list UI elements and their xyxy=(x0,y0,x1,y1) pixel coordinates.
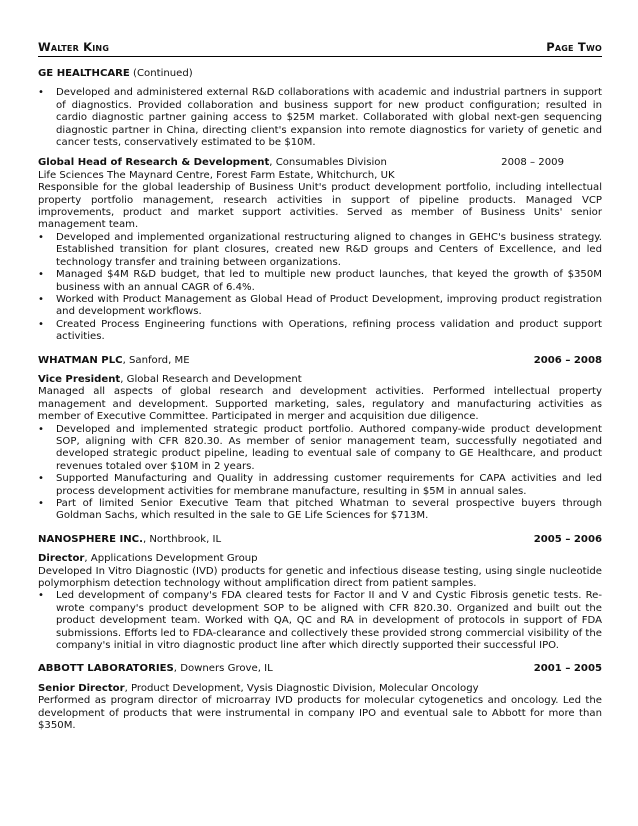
page-label: Page Two xyxy=(546,40,602,54)
company-line-whatman xyxy=(38,355,602,367)
role-title: Senior Director xyxy=(38,682,125,694)
company-name: ABBOTT LABORATORIES xyxy=(38,663,174,675)
role-line xyxy=(38,683,602,695)
role-summary: Managed all aspects of global research and development activities. Performed intellectual property management and development. Supported marketing, sales, regulatory and manufacturing activities as member of Executive Committee. Participated in merger and acquisition due diligence. xyxy=(38,386,602,423)
company-date: 2001 – 2005 xyxy=(533,663,602,675)
company-line-ge xyxy=(38,68,602,80)
bullet-list xyxy=(38,232,602,344)
role-title: Vice President xyxy=(38,373,121,385)
company-date: 2006 – 2008 xyxy=(533,354,602,366)
company-line-nanosphere xyxy=(38,534,602,546)
list-item: • Managed $4M R&D budget, that led to multiple new product launches, that keyed the growth of $350M business with an annual CAGR of 6.4%. xyxy=(38,269,602,293)
company-line-abbott xyxy=(38,663,602,675)
role-summary: Developed In Vitro Diagnostic (IVD) products for genetic and infectious disease testing, using single nucleotide polymorphism detection technology without amplification direct from patient samples. xyxy=(38,565,602,590)
company-name: WHATMAN PLC xyxy=(38,354,123,366)
list-item: • Developed and implemented strategic product portfolio. Authored company-wide product development SOP, aligning with CFR 820.30. As member of senior management team, successfully negotiated and developed strategic product pipeline, leading to eventual sale of company to GE Healthcare, and product revenues totaled over $10M in 2 years. xyxy=(38,423,602,472)
list-item: • Created Process Engineering functions with Operations, refining process validation and product support activities. xyxy=(38,318,602,343)
resume-page xyxy=(38,40,602,733)
list-item: • Part of limited Senior Executive Team that pitched Whatman to several prospective buyers through Goldman Sachs, which resulted in the sale to GE Life Sciences for $713M. xyxy=(38,498,602,522)
list-item: • Supported Manufacturing and Quality in addressing customer requirements for CAPA activities and led process development activities for membrane manufacture, resulting in $5M in annual sales. xyxy=(38,473,602,497)
list-item: • Led development of company's FDA cleared tests for Factor II and V and Cystic Fibrosis genetic tests. Re-wrote company's product development SOP to be aligned with CFR 820.30. Organized and built out the product development team. Worked with QA, QC and RA in development of protocols in support of FDA submissions. Efforts led to FDA-clearance and collectively these provided strong commercial visibility of the company's initial in vitro diagnostic product line after which directly supported their successful IPO. xyxy=(38,590,602,652)
bullet-list xyxy=(38,87,602,149)
role-title: Director xyxy=(38,553,85,565)
bullet-list xyxy=(38,424,602,523)
list-item: • Developed and implemented organizational restructuring aligned to changes in GEHC's business strategy. Established transition for plant closures, created new R&D groups and Centers of Excellence, and led technology transfer and training between organizations. xyxy=(38,231,602,268)
list-item: • Worked with Product Management as Global Head of Product Development, improving product registration and development workflows. xyxy=(38,293,602,318)
role-dept: , Global Research and Development xyxy=(120,373,302,385)
role-location: Life Sciences The Maynard Centre, Forest Farm Estate, Whitchurch, UK xyxy=(38,169,395,181)
role-title: Global Head of Research & Development xyxy=(38,157,270,169)
company-suffix: (Continued) xyxy=(129,68,193,79)
company-suffix: , Northbrook, IL xyxy=(142,533,222,545)
company-suffix: , Sanford, ME xyxy=(122,354,190,366)
page-header xyxy=(38,40,602,57)
role-dept: , Applications Development Group xyxy=(84,553,258,565)
company-name: NANOSPHERE INC. xyxy=(38,533,143,545)
role-dept: , Consumables Division xyxy=(269,157,387,169)
company-date: 2005 – 2006 xyxy=(533,533,602,545)
company-name: GE HEALTHCARE xyxy=(38,68,130,79)
role-summary: Performed as program director of microarray IVD products for molecular cytogenetics and oncology. Led the development of products that were instrumental in company IPO and eventual sale to Abbott for more than $350M. xyxy=(38,695,602,732)
list-item: • Developed and administered external R&D collaborations with academic and industrial partners in support of diagnostics. Provided collaboration and business support for new product configuration; resulted in cardio diagnostic partner gaining access to $25M market. Collaborated with global next-gen sequencing diagnostic partner in China, directing client's expansion into remote diagnostics for variety of genetic and cancer tests, conservatively estimated to be $10M. xyxy=(38,87,602,149)
role-date: 2008 – 2009 xyxy=(501,157,564,169)
role-line xyxy=(38,553,602,565)
bullet-list xyxy=(38,590,602,652)
role-dept: , Product Development, Vysis Diagnostic Division, Molecular Oncology xyxy=(124,682,479,694)
role-line xyxy=(38,374,602,386)
role-summary: Responsible for the global leadership of Business Unit's product development portfolio, including intellectual property portfolio management, research activities in support of pipeline products. Managed VCP improvements, product and market support activities. Served as member of Business Units' senior management team. xyxy=(38,182,602,231)
role-line-ge xyxy=(38,157,602,169)
company-suffix: , Downers Grove, IL xyxy=(173,663,273,675)
candidate-name: Walter King xyxy=(38,40,110,54)
